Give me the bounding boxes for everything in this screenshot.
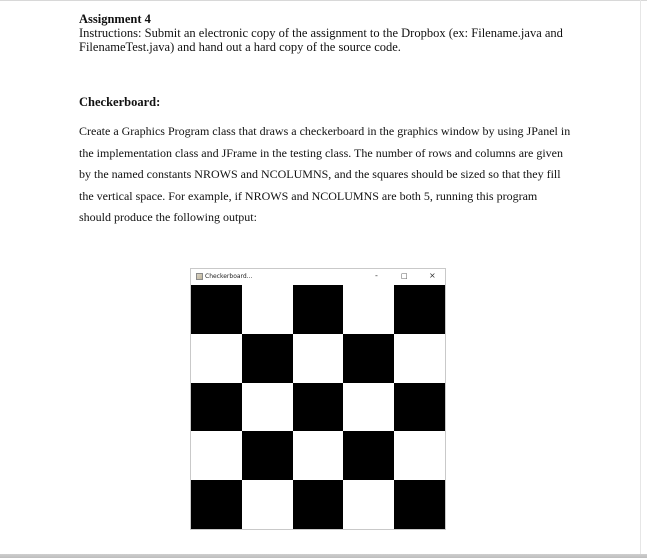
- board-square-black: [293, 285, 344, 334]
- close-icon[interactable]: ×: [429, 271, 436, 280]
- board-row: [191, 383, 445, 432]
- page-edge-right: [640, 0, 641, 558]
- board-square-black: [394, 383, 445, 432]
- checkerboard: [191, 285, 445, 529]
- board-square-black: [242, 334, 293, 383]
- board-row: [191, 334, 445, 383]
- board-square-white: [343, 383, 394, 432]
- board-row: [191, 480, 445, 529]
- board-square-white: [343, 480, 394, 529]
- board-square-white: [242, 285, 293, 334]
- board-square-black: [343, 431, 394, 480]
- board-square-black: [293, 383, 344, 432]
- checkerboard-window: [190, 268, 446, 530]
- window-titlebar[interactable]: [191, 269, 445, 285]
- assignment-heading: Assignment 4: [79, 12, 151, 26]
- java-app-icon: [196, 273, 203, 280]
- board-square-black: [394, 285, 445, 334]
- board-square-white: [394, 334, 445, 383]
- board-row: [191, 431, 445, 480]
- instructions-line-2: FilenameTest.java) and hand out a hard copy of the source code.: [79, 40, 401, 54]
- document-header: [79, 12, 579, 54]
- board-square-white: [242, 480, 293, 529]
- section-title: Checkerboard:: [79, 95, 161, 109]
- board-square-white: [191, 431, 242, 480]
- board-square-black: [191, 383, 242, 432]
- page-edge-bottom: [0, 554, 647, 558]
- board-square-black: [242, 431, 293, 480]
- board-row: [191, 285, 445, 334]
- board-square-white: [343, 285, 394, 334]
- board-square-white: [242, 383, 293, 432]
- minimize-icon[interactable]: -: [375, 271, 378, 280]
- board-square-white: [394, 431, 445, 480]
- instructions-line-1: Instructions: Submit an electronic copy of the assignment to the Dropbox (ex: Filename.java and: [79, 26, 563, 40]
- maximize-icon[interactable]: □: [401, 272, 408, 280]
- page-edge-top: [0, 0, 647, 1]
- board-square-white: [191, 334, 242, 383]
- board-square-black: [343, 334, 394, 383]
- window-title: Checkerboard...: [205, 273, 253, 280]
- board-square-white: [293, 431, 344, 480]
- body-paragraph: Create a Graphics Program class that draws a checkerboard in the graphics window by using JPanel in the implementation class and JFrame in the testing class. The number of rows and columns are given by the named constants NROWS and NCOLUMNS, and the squares should be sized so that they fill the vertical space. For example, if NROWS and NCOLUMNS are both 5, running this program should produce the following output:: [79, 124, 571, 225]
- board-square-black: [394, 480, 445, 529]
- board-square-black: [293, 480, 344, 529]
- board-square-white: [293, 334, 344, 383]
- board-square-black: [191, 285, 242, 334]
- board-square-black: [191, 480, 242, 529]
